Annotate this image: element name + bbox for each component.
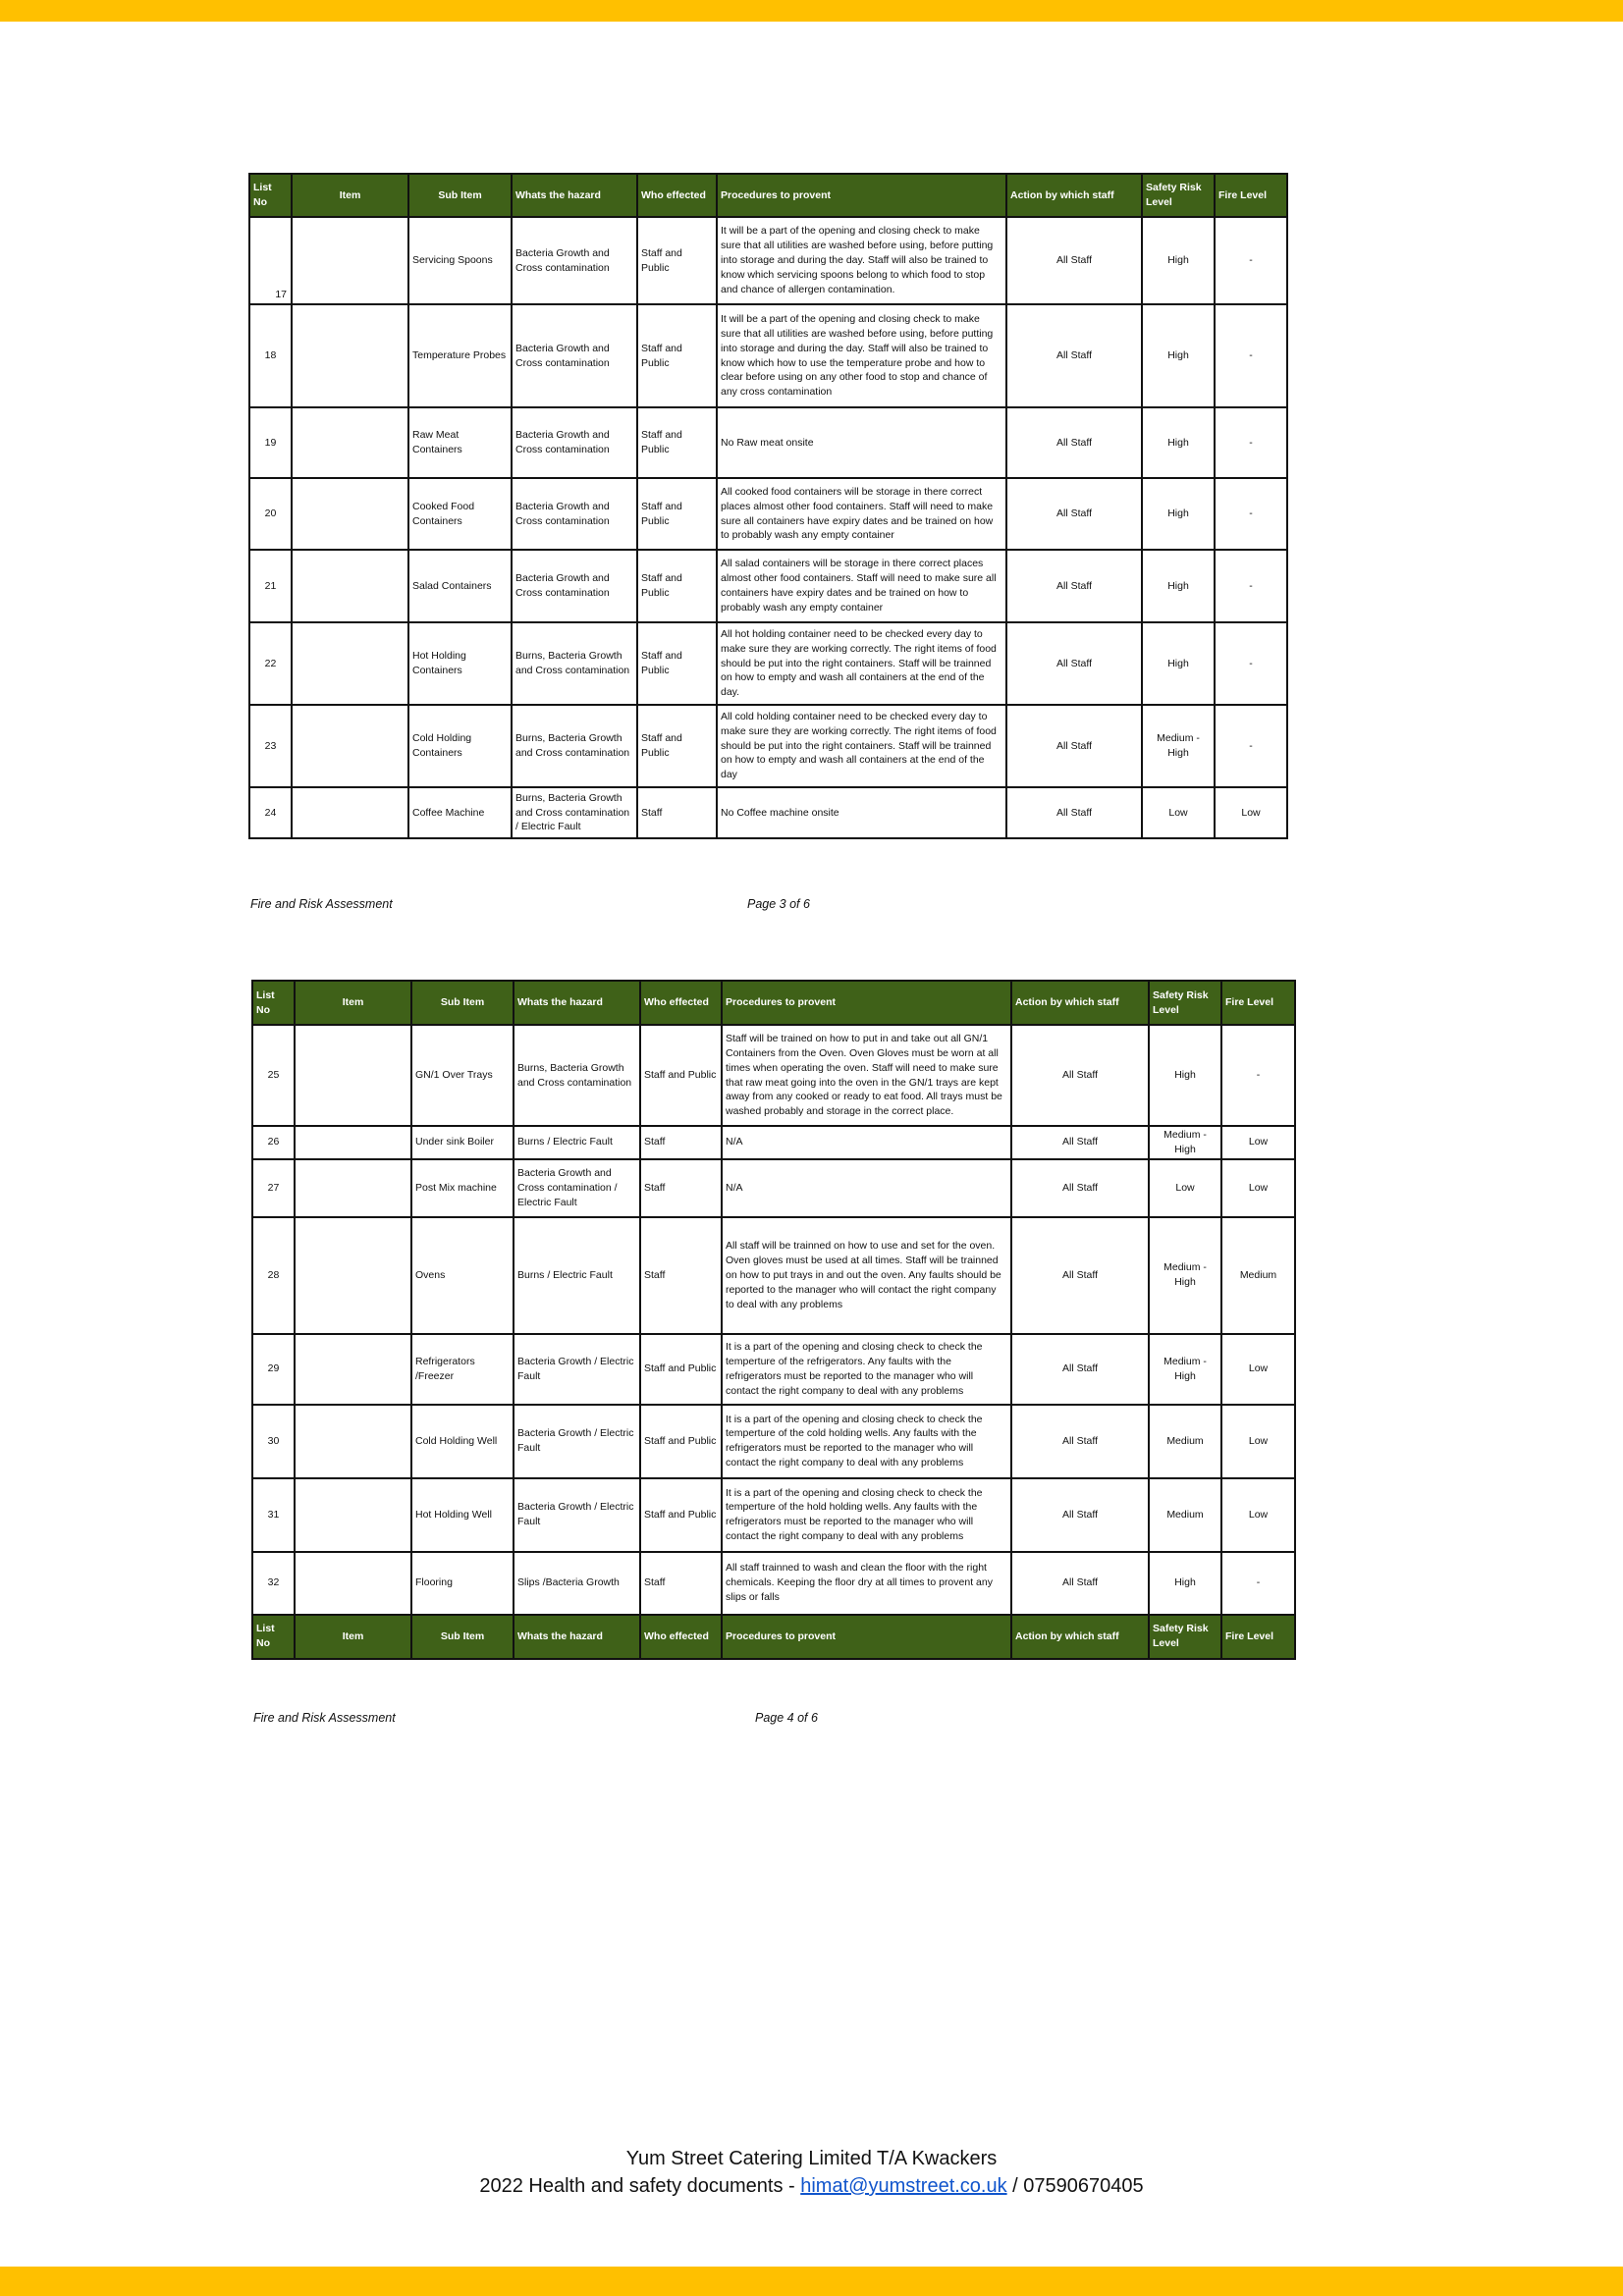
hazard-cell: Bacteria Growth / Electric Fault — [514, 1334, 640, 1405]
header-safety-risk: Safety Risk Level — [1149, 981, 1221, 1025]
sub-item-cell: Hot Holding Containers — [408, 622, 512, 705]
procedure-cell: It is a part of the opening and closing check to check the temperture of the cold holding wells. Any faults with the refrigerators must be reported to the manager who will contact the right company to deal with any problems — [722, 1405, 1011, 1478]
action-staff-cell: All Staff — [1006, 407, 1142, 478]
table-row — [249, 478, 1287, 550]
action-staff-cell: All Staff — [1006, 622, 1142, 705]
fire-level-cell: Low — [1221, 1334, 1295, 1405]
fire-level-cell: - — [1215, 407, 1287, 478]
hazard-cell: Burns, Bacteria Growth and Cross contamination / Electric Fault — [512, 787, 637, 838]
safety-risk-cell: High — [1142, 622, 1215, 705]
item-cell — [292, 787, 408, 838]
list-no-cell: 26 — [252, 1126, 295, 1159]
list-no-cell: 29 — [252, 1334, 295, 1405]
list-no-cell: 31 — [252, 1478, 295, 1552]
action-staff-cell: All Staff — [1011, 1334, 1149, 1405]
table-row — [252, 1405, 1295, 1478]
table-header-row — [252, 981, 1295, 1025]
table-row — [252, 1126, 1295, 1159]
sub-item-cell: Cold Holding Containers — [408, 705, 512, 787]
table-row — [249, 787, 1287, 838]
procedure-cell: No Raw meat onsite — [717, 407, 1006, 478]
fire-level-cell: - — [1215, 550, 1287, 622]
procedure-cell: All cold holding container need to be checked every day to make sure they are working correctly. The right items of food should be put into the right containers. Staff will be trainned on how to empty and wash all containers at the end of the day — [717, 705, 1006, 787]
sub-item-cell: Salad Containers — [408, 550, 512, 622]
action-staff-cell: All Staff — [1011, 1478, 1149, 1552]
sub-item-cell: Raw Meat Containers — [408, 407, 512, 478]
table-row — [249, 622, 1287, 705]
fire-level-cell: - — [1215, 304, 1287, 407]
table-row — [249, 304, 1287, 407]
procedure-cell: No Coffee machine onsite — [717, 787, 1006, 838]
hazard-cell: Slips /Bacteria Growth — [514, 1552, 640, 1615]
action-staff-cell: All Staff — [1011, 1217, 1149, 1334]
bottom-accent-band — [0, 2267, 1623, 2296]
item-cell — [292, 622, 408, 705]
who-effected-cell: Staff and Public — [637, 550, 717, 622]
list-no-cell: 23 — [249, 705, 292, 787]
procedure-cell: It will be a part of the opening and closing check to make sure that all utilities are washed before using, before putting into storage and during the day. Staff will also be trained to know which servicing spoons belong to which food to stop and chance of allergen contamination. — [717, 217, 1006, 304]
header-procedures: Procedures to provent — [717, 174, 1006, 217]
footer-company-line: Yum Street Catering Limited T/A Kwackers — [625, 2148, 998, 2169]
header-action-staff: Action by which staff — [1006, 174, 1142, 217]
fire-level-cell: Low — [1221, 1159, 1295, 1217]
who-effected-cell: Staff and Public — [637, 407, 717, 478]
table-header-row — [249, 174, 1287, 217]
list-no-cell: 30 — [252, 1405, 295, 1478]
header-sub-item: Sub Item — [408, 174, 512, 217]
action-staff-cell: All Staff — [1011, 1159, 1149, 1217]
who-effected-cell: Staff — [640, 1159, 722, 1217]
fire-level-cell: - — [1215, 622, 1287, 705]
caption-page-number: Page 4 of 6 — [755, 1711, 818, 1725]
safety-risk-cell: Medium — [1149, 1478, 1221, 1552]
procedure-cell: N/A — [722, 1159, 1011, 1217]
header-safety-risk: Safety Risk Level — [1142, 174, 1215, 217]
table-row — [252, 1478, 1295, 1552]
list-no-cell: 18 — [249, 304, 292, 407]
table-row — [252, 1217, 1295, 1334]
table-footer-header-row — [252, 1615, 1295, 1659]
list-no-cell: 32 — [252, 1552, 295, 1615]
table-row — [249, 705, 1287, 787]
list-no-cell: 22 — [249, 622, 292, 705]
table-row — [252, 1552, 1295, 1615]
header-procedures: Procedures to provent — [722, 1615, 1011, 1659]
sub-item-cell: Servicing Spoons — [408, 217, 512, 304]
fire-level-cell: Low — [1221, 1126, 1295, 1159]
caption-document-title: Fire and Risk Assessment — [253, 1711, 396, 1725]
fire-level-cell: Low — [1221, 1405, 1295, 1478]
header-fire-level: Fire Level — [1221, 981, 1295, 1025]
fire-level-cell: - — [1221, 1552, 1295, 1615]
sub-item-cell: Under sink Boiler — [411, 1126, 514, 1159]
list-no-cell: 27 — [252, 1159, 295, 1217]
footer-contact-prefix: 2022 Health and safety documents - — [479, 2175, 801, 2197]
sub-item-cell: Refrigerators /Freezer — [411, 1334, 514, 1405]
header-list-no: List No — [252, 1615, 295, 1659]
header-hazard: Whats the hazard — [512, 174, 637, 217]
procedure-cell: All salad containers will be storage in there correct places almost other food containers. Staff will need to make sure all containers have expiry dates and be trained on how to probably wash any empty container — [717, 550, 1006, 622]
item-cell — [295, 1478, 411, 1552]
hazard-cell: Burns, Bacteria Growth and Cross contamination — [514, 1025, 640, 1126]
sub-item-cell: Cooked Food Containers — [408, 478, 512, 550]
sub-item-cell: Hot Holding Well — [411, 1478, 514, 1552]
caption-page-number: Page 3 of 6 — [747, 897, 810, 911]
list-no-cell: 24 — [249, 787, 292, 838]
footer-contact-line — [0, 2175, 1623, 2198]
sub-item-cell: Cold Holding Well — [411, 1405, 514, 1478]
header-list-no: List No — [249, 174, 292, 217]
item-cell — [295, 1405, 411, 1478]
hazard-cell: Bacteria Growth and Cross contamination — [512, 217, 637, 304]
procedure-cell: All hot holding container need to be checked every day to make sure they are working correctly. The right items of food should be put into the right containers. Staff will be trainned on how to empty and wash all containers at the end of the day. — [717, 622, 1006, 705]
action-staff-cell: All Staff — [1006, 787, 1142, 838]
procedure-cell: All staff will be trainned on how to use and set for the oven. Oven gloves must be used at all times. Staff will be trainned on how to put trays in and out the oven. Any faults should be reported to the manager who will contact the right company to deal with any problems — [722, 1217, 1011, 1334]
fire-level-cell: - — [1221, 1025, 1295, 1126]
procedure-cell: N/A — [722, 1126, 1011, 1159]
item-cell — [295, 1217, 411, 1334]
safety-risk-cell: Medium - High — [1149, 1126, 1221, 1159]
table-row — [249, 550, 1287, 622]
risk-table-page-3 — [248, 173, 1288, 839]
action-staff-cell: All Staff — [1011, 1126, 1149, 1159]
header-who-effected: Who effected — [637, 174, 717, 217]
item-cell — [292, 407, 408, 478]
hazard-cell: Bacteria Growth and Cross contamination — [512, 304, 637, 407]
fire-level-cell: - — [1215, 705, 1287, 787]
safety-risk-cell: High — [1142, 304, 1215, 407]
header-sub-item: Sub Item — [411, 981, 514, 1025]
hazard-cell: Burns / Electric Fault — [514, 1126, 640, 1159]
table-row — [252, 1025, 1295, 1126]
item-cell — [295, 1334, 411, 1405]
action-staff-cell: All Staff — [1006, 550, 1142, 622]
fire-level-cell: Low — [1215, 787, 1287, 838]
fire-level-cell: Medium — [1221, 1217, 1295, 1334]
item-cell — [295, 1159, 411, 1217]
safety-risk-cell: Medium - High — [1149, 1334, 1221, 1405]
top-accent-band — [0, 0, 1623, 22]
safety-risk-cell: Medium - High — [1149, 1217, 1221, 1334]
footer-phone: / 07590670405 — [1006, 2175, 1144, 2197]
sub-item-cell: Ovens — [411, 1217, 514, 1334]
table-row — [249, 407, 1287, 478]
footer-email-link[interactable]: himat@yumstreet.co.uk — [800, 2175, 1007, 2197]
header-item: Item — [295, 1615, 411, 1659]
item-cell — [295, 1552, 411, 1615]
hazard-cell: Burns, Bacteria Growth and Cross contamination — [512, 622, 637, 705]
who-effected-cell: Staff and Public — [640, 1405, 722, 1478]
hazard-cell: Bacteria Growth / Electric Fault — [514, 1478, 640, 1552]
hazard-cell: Bacteria Growth and Cross contamination — [512, 407, 637, 478]
header-procedures: Procedures to provent — [722, 981, 1011, 1025]
fire-level-cell: - — [1215, 217, 1287, 304]
procedure-cell: It is a part of the opening and closing check to check the temperture of the refrigerators. Any faults with the refrigerators must be reported to the manager who will contact the right company to deal with any problems — [722, 1334, 1011, 1405]
table-row — [252, 1334, 1295, 1405]
list-no-cell: 17 — [249, 217, 292, 304]
procedure-cell: It is a part of the opening and closing check to check the temperture of the hold holding wells. Any faults with the refrigerators must be reported to the manager who will contact the right company to deal with any problems — [722, 1478, 1011, 1552]
header-list-no: List No — [252, 981, 295, 1025]
header-hazard: Whats the hazard — [514, 1615, 640, 1659]
header-sub-item: Sub Item — [411, 1615, 514, 1659]
header-item: Item — [292, 174, 408, 217]
sub-item-cell: Coffee Machine — [408, 787, 512, 838]
who-effected-cell: Staff — [640, 1552, 722, 1615]
action-staff-cell: All Staff — [1006, 217, 1142, 304]
header-fire-level: Fire Level — [1215, 174, 1287, 217]
procedure-cell: Staff will be trained on how to put in and take out all GN/1 Containers from the Oven. Oven Gloves must be worn at all times when operating the oven. Staff will need to make sure that raw meat going into the oven in the GN/1 trays are kept away from any cooked or ready to eat food. All trays must be washed probably and storage in the correct place. — [722, 1025, 1011, 1126]
safety-risk-cell: Low — [1149, 1159, 1221, 1217]
item-cell — [292, 217, 408, 304]
sub-item-cell: GN/1 Over Trays — [411, 1025, 514, 1126]
procedure-cell: All staff trainned to wash and clean the floor with the right chemicals. Keeping the floor dry at all times to provent any slips or falls — [722, 1552, 1011, 1615]
who-effected-cell: Staff and Public — [637, 304, 717, 407]
header-item: Item — [295, 981, 411, 1025]
procedure-cell: All cooked food containers will be storage in there correct places almost other food containers. Staff will need to make sure all containers have expiry dates and be trained on how to probably wash any empty container — [717, 478, 1006, 550]
item-cell — [295, 1126, 411, 1159]
hazard-cell: Bacteria Growth / Electric Fault — [514, 1405, 640, 1478]
who-effected-cell: Staff and Public — [637, 217, 717, 304]
safety-risk-cell: Medium - High — [1142, 705, 1215, 787]
safety-risk-cell: High — [1142, 217, 1215, 304]
who-effected-cell: Staff and Public — [640, 1478, 722, 1552]
safety-risk-cell: High — [1142, 407, 1215, 478]
procedure-cell: It will be a part of the opening and closing check to make sure that all utilities are washed before using, before putting into storage and during the day. Staff will also be trained to know which how to use the temperature probe and how to clear before using on any other food to stop and chance of any cross contamination — [717, 304, 1006, 407]
who-effected-cell: Staff and Public — [637, 705, 717, 787]
header-who-effected: Who effected — [640, 981, 722, 1025]
item-cell — [292, 304, 408, 407]
hazard-cell: Bacteria Growth and Cross contamination — [512, 550, 637, 622]
action-staff-cell: All Staff — [1011, 1405, 1149, 1478]
action-staff-cell: All Staff — [1006, 705, 1142, 787]
header-hazard: Whats the hazard — [514, 981, 640, 1025]
safety-risk-cell: High — [1142, 478, 1215, 550]
action-staff-cell: All Staff — [1006, 478, 1142, 550]
list-no-cell: 19 — [249, 407, 292, 478]
who-effected-cell: Staff and Public — [640, 1334, 722, 1405]
safety-risk-cell: Low — [1142, 787, 1215, 838]
item-cell — [292, 478, 408, 550]
safety-risk-cell: High — [1142, 550, 1215, 622]
who-effected-cell: Staff — [637, 787, 717, 838]
fire-level-cell: - — [1215, 478, 1287, 550]
hazard-cell: Bacteria Growth and Cross contamination / Electric Fault — [514, 1159, 640, 1217]
sub-item-cell: Temperature Probes — [408, 304, 512, 407]
risk-table-page-4 — [251, 980, 1296, 1660]
action-staff-cell: All Staff — [1011, 1552, 1149, 1615]
header-action-staff: Action by which staff — [1011, 981, 1149, 1025]
action-staff-cell: All Staff — [1011, 1025, 1149, 1126]
header-safety-risk: Safety Risk Level — [1149, 1615, 1221, 1659]
sub-item-cell: Post Mix machine — [411, 1159, 514, 1217]
who-effected-cell: Staff and Public — [637, 478, 717, 550]
hazard-cell: Burns / Electric Fault — [514, 1217, 640, 1334]
fire-level-cell: Low — [1221, 1478, 1295, 1552]
safety-risk-cell: High — [1149, 1552, 1221, 1615]
who-effected-cell: Staff — [640, 1126, 722, 1159]
list-no-cell: 20 — [249, 478, 292, 550]
safety-risk-cell: Medium — [1149, 1405, 1221, 1478]
hazard-cell: Burns, Bacteria Growth and Cross contamination — [512, 705, 637, 787]
item-cell — [292, 550, 408, 622]
caption-document-title: Fire and Risk Assessment — [250, 897, 393, 911]
header-fire-level: Fire Level — [1221, 1615, 1295, 1659]
header-action-staff: Action by which staff — [1011, 1615, 1149, 1659]
who-effected-cell: Staff and Public — [640, 1025, 722, 1126]
item-cell — [292, 705, 408, 787]
who-effected-cell: Staff — [640, 1217, 722, 1334]
hazard-cell: Bacteria Growth and Cross contamination — [512, 478, 637, 550]
safety-risk-cell: High — [1149, 1025, 1221, 1126]
header-who-effected: Who effected — [640, 1615, 722, 1659]
who-effected-cell: Staff and Public — [637, 622, 717, 705]
item-cell — [295, 1025, 411, 1126]
table-row — [249, 217, 1287, 304]
action-staff-cell: All Staff — [1006, 304, 1142, 407]
list-no-cell: 21 — [249, 550, 292, 622]
table-row — [252, 1159, 1295, 1217]
sub-item-cell: Flooring — [411, 1552, 514, 1615]
list-no-cell: 25 — [252, 1025, 295, 1126]
list-no-cell: 28 — [252, 1217, 295, 1334]
